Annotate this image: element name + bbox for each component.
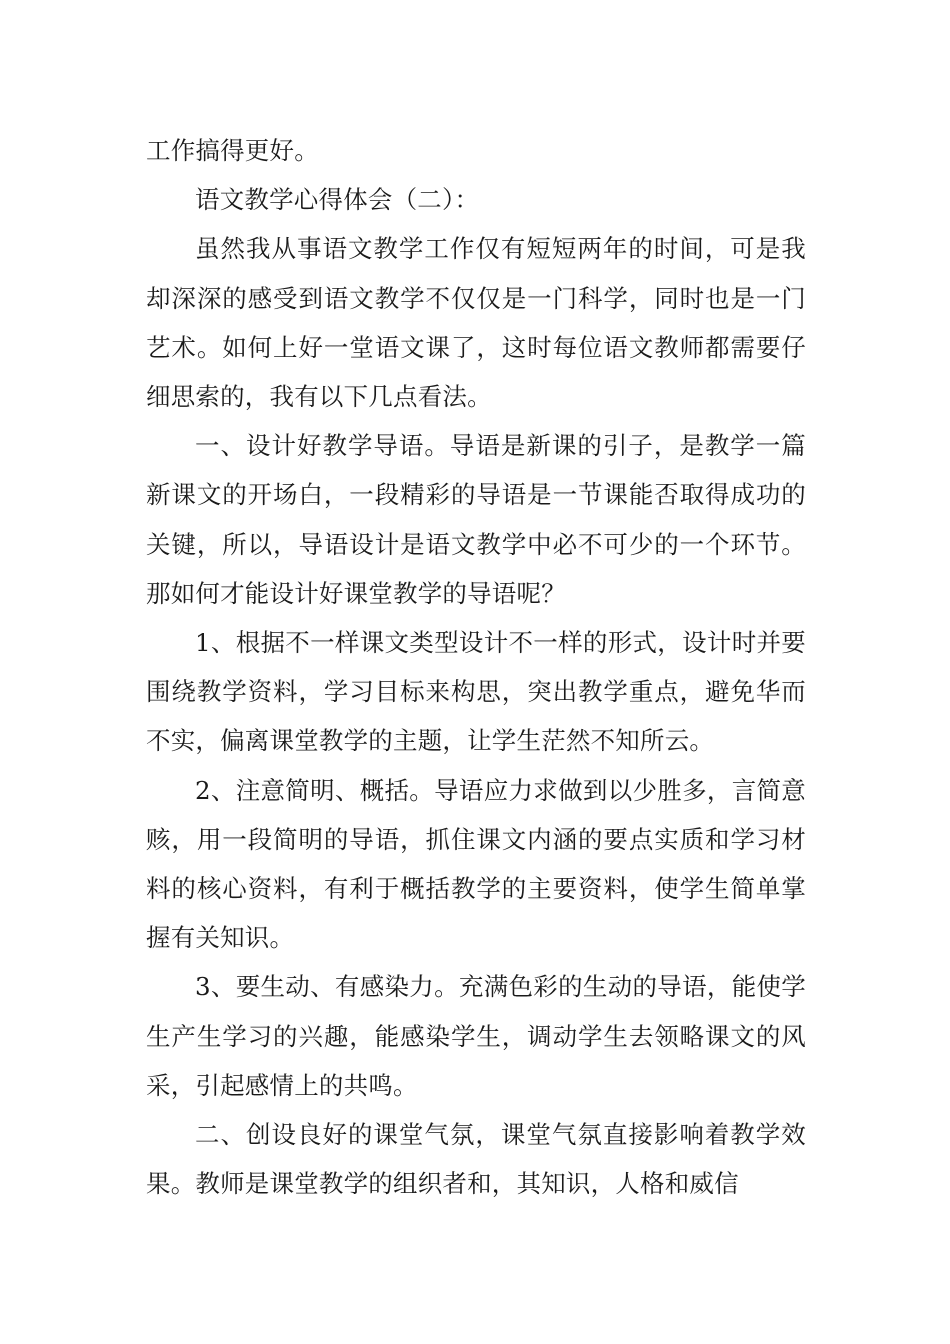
list-item: 3、要生动、有感染力。充满色彩的生动的导语，能使学生产生学习的兴趣，能感染学生，调动学生去领略课文的风采，引起感情上的共鸣。 bbox=[146, 972, 806, 1100]
paragraph: 一、设计好教学导语。导语是新课的引子，是教学一篇新课文的开场白，一段精彩的导语是一节课能否取得成功的关键，所以，导语设计是语文教学中必不可少的一个环节。那如何才能设计好课堂教学的导语呢？ bbox=[146, 431, 806, 608]
paragraph: 二、创设良好的课堂气氛，课堂气氛直接影响着教学效果。教师是课堂教学的组织者和，其知识，人格和威信 bbox=[146, 1120, 806, 1199]
list-item: 1、根据不一样课文类型设计不一样的形式，设计时并要围绕教学资料，学习目标来构思，突出教学重点，避免华而不实，偏离课堂教学的主题，让学生茫然不知所云。 bbox=[146, 628, 806, 756]
section-heading: 语文教学心得体会（二）： bbox=[195, 185, 480, 215]
list-item: 2、注意简明、概括。导语应力求做到以少胜多，言简意赅，用一段简明的导语，抓住课文内涵的要点实质和学习材料的核心资料，有利于概括教学的主要资料，使学生简单掌握有关知识。 bbox=[146, 775, 806, 953]
document-body bbox=[146, 126, 806, 1208]
paragraph: 工作搞得更好。 bbox=[146, 136, 319, 165]
paragraph: 虽然我从事语文教学工作仅有短短两年的时间，可是我却深深的感受到语文教学不仅仅是一门科学，同时也是一门艺术。如何上好一堂语文课了，这时每位语文教师都需要仔细思索的，我有以下几点看法。 bbox=[146, 234, 806, 412]
